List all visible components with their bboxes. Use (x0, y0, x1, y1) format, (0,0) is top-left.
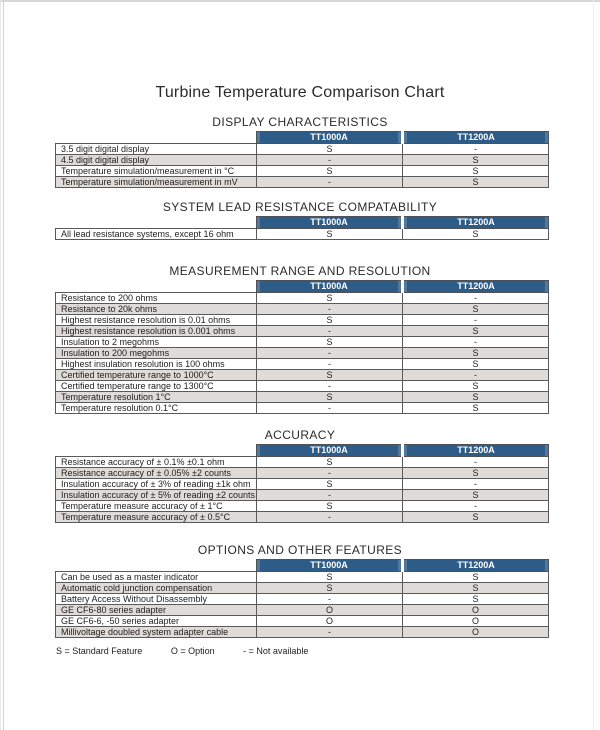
feature-value: S (403, 490, 549, 501)
comparison-table (55, 444, 549, 523)
feature-value: S (403, 468, 549, 479)
table-row (56, 229, 549, 240)
blank-header-cell (56, 281, 257, 293)
feature-value: S (257, 479, 403, 490)
feature-label: Can be used as a master indicator (56, 572, 257, 583)
feature-value: S (403, 583, 549, 594)
comparison-table (55, 131, 549, 188)
table-row (56, 337, 549, 348)
feature-label: Highest resistance resolution is 0.001 ohms (56, 326, 257, 337)
column-header-tt1000a: TT1000A (257, 281, 403, 293)
page-title: Turbine Temperature Comparison Chart (155, 84, 445, 101)
table-row (56, 348, 549, 359)
column-header-tt1200a: TT1200A (403, 132, 549, 144)
feature-label: Battery Access Without Disassembly (56, 594, 257, 605)
feature-value: S (257, 229, 403, 240)
section-options-and-other-features (0, 543, 600, 638)
feature-value: - (257, 326, 403, 337)
section-heading: ACCURACY (264, 428, 336, 442)
feature-value: - (403, 501, 549, 512)
page-edge-right (593, 0, 594, 730)
feature-label: GE CF6-6, -50 series adapter (56, 616, 257, 627)
feature-label: 4.5 digit digital display (56, 155, 257, 166)
feature-value: S (403, 572, 549, 583)
legend-not-available: - = Not available (243, 646, 309, 656)
feature-value: S (257, 572, 403, 583)
section-heading: DISPLAY CHARACTERISTICS (212, 115, 388, 129)
column-header-tt1000a: TT1000A (257, 445, 403, 457)
feature-value: S (403, 594, 549, 605)
legend (56, 646, 600, 656)
table-row (56, 293, 549, 304)
feature-value: S (403, 166, 549, 177)
feature-value: S (257, 370, 403, 381)
feature-value: S (257, 315, 403, 326)
feature-label: Insulation accuracy of ± 5% of reading ±2 counts (56, 490, 257, 501)
table-row (56, 512, 549, 523)
feature-value: - (403, 293, 549, 304)
feature-value: - (257, 627, 403, 638)
table-row (56, 457, 549, 468)
feature-value: - (257, 304, 403, 315)
feature-value: O (257, 616, 403, 627)
table-row (56, 144, 549, 155)
feature-value: - (257, 594, 403, 605)
feature-value: - (403, 370, 549, 381)
feature-value: S (403, 348, 549, 359)
feature-value: S (257, 501, 403, 512)
column-header-tt1200a: TT1200A (403, 217, 549, 229)
feature-value: S (403, 304, 549, 315)
table-header-row (56, 217, 549, 229)
feature-label: Highest resistance resolution is 0.01 ohms (56, 315, 257, 326)
table-row (56, 166, 549, 177)
feature-value: - (257, 177, 403, 188)
feature-label: Millivoltage doubled system adapter cable (56, 627, 257, 638)
table-header-row (56, 132, 549, 144)
feature-value: S (403, 381, 549, 392)
feature-label: Resistance to 20k ohms (56, 304, 257, 315)
feature-label: GE CF6-80 series adapter (56, 605, 257, 616)
legend-standard-feature: S = Standard Feature (56, 646, 143, 656)
feature-label: Resistance accuracy of ± 0.05% ±2 counts (56, 468, 257, 479)
feature-label: Temperature simulation/measurement in °C (56, 166, 257, 177)
table-row (56, 326, 549, 337)
comparison-table (55, 216, 549, 240)
feature-value: - (403, 315, 549, 326)
blank-header-cell (56, 217, 257, 229)
feature-label: Certified temperature range to 1300°C (56, 381, 257, 392)
feature-label: Temperature measure accuracy of ± 0.5°C (56, 512, 257, 523)
blank-header-cell (56, 445, 257, 457)
feature-label: Certified temperature range to 1000°C (56, 370, 257, 381)
feature-value: O (403, 627, 549, 638)
feature-value: S (403, 326, 549, 337)
table-row (56, 403, 549, 414)
section-display-characteristics (0, 115, 600, 188)
feature-value: - (257, 155, 403, 166)
column-header-tt1200a: TT1200A (403, 281, 549, 293)
table-row (56, 501, 549, 512)
feature-label: Temperature resolution 0.1°C (56, 403, 257, 414)
feature-label: Insulation accuracy of ± 3% of reading ±1k ohm (56, 479, 257, 490)
table-row (56, 315, 549, 326)
feature-value: S (257, 392, 403, 403)
table-row (56, 583, 549, 594)
feature-value: - (257, 348, 403, 359)
table-row (56, 304, 549, 315)
section-system-lead-resistance-compatability (0, 200, 600, 240)
feature-label: Automatic cold junction compensation (56, 583, 257, 594)
page-edge-left (3, 0, 4, 730)
feature-value: S (403, 403, 549, 414)
blank-header-cell (56, 560, 257, 572)
feature-label: Insulation to 200 megohms (56, 348, 257, 359)
table-row (56, 616, 549, 627)
feature-value: S (257, 583, 403, 594)
table-row (56, 177, 549, 188)
feature-value: - (257, 512, 403, 523)
table-row (56, 594, 549, 605)
section-heading: MEASUREMENT RANGE AND RESOLUTION (169, 264, 431, 278)
table-row (56, 479, 549, 490)
feature-label: Resistance to 200 ohms (56, 293, 257, 304)
comparison-table (55, 280, 549, 414)
table-row (56, 392, 549, 403)
feature-value: O (403, 605, 549, 616)
table-header-row (56, 281, 549, 293)
feature-value: S (403, 512, 549, 523)
feature-value: S (257, 144, 403, 155)
feature-label: Resistance accuracy of ± 0.1% ±0.1 ohm (56, 457, 257, 468)
table-row (56, 359, 549, 370)
feature-label: 3.5 digit digital display (56, 144, 257, 155)
section-heading: OPTIONS AND OTHER FEATURES (197, 543, 403, 557)
feature-label: Temperature resolution 1°C (56, 392, 257, 403)
page-edge-top (0, 0, 600, 2)
feature-value: O (403, 616, 549, 627)
legend-option: O = Option (170, 646, 215, 656)
feature-label: Temperature measure accuracy of ± 1°C (56, 501, 257, 512)
feature-value: O (257, 605, 403, 616)
blank-header-cell (56, 132, 257, 144)
column-header-tt1200a: TT1200A (403, 560, 549, 572)
feature-value: S (403, 177, 549, 188)
feature-value: - (403, 337, 549, 348)
column-header-tt1000a: TT1000A (257, 560, 403, 572)
column-header-tt1000a: TT1000A (257, 132, 403, 144)
feature-value: S (403, 359, 549, 370)
feature-label: Insulation to 2 megohms (56, 337, 257, 348)
column-header-tt1000a: TT1000A (257, 217, 403, 229)
feature-value: S (403, 392, 549, 403)
feature-value: S (257, 337, 403, 348)
column-header-tt1200a: TT1200A (403, 445, 549, 457)
feature-value: - (257, 468, 403, 479)
section-heading: SYSTEM LEAD RESISTANCE COMPATABILITY (162, 200, 438, 214)
feature-value: - (403, 144, 549, 155)
feature-value: - (257, 490, 403, 501)
feature-label: Highest insulation resolution is 100 ohms (56, 359, 257, 370)
page-edge-left-outer (0, 0, 1, 730)
feature-value: - (257, 403, 403, 414)
feature-value: - (403, 479, 549, 490)
section-measurement-range-and-resolution (0, 264, 600, 414)
feature-label: Temperature simulation/measurement in mV (56, 177, 257, 188)
feature-value: - (257, 359, 403, 370)
table-row (56, 381, 549, 392)
table-header-row (56, 445, 549, 457)
table-row (56, 468, 549, 479)
table-row (56, 605, 549, 616)
feature-value: S (257, 457, 403, 468)
sections-container (0, 115, 600, 638)
feature-value: S (257, 293, 403, 304)
comparison-table (55, 559, 549, 638)
table-row (56, 627, 549, 638)
feature-label: All lead resistance systems, except 16 ohm (56, 229, 257, 240)
feature-value: S (403, 155, 549, 166)
table-row (56, 155, 549, 166)
table-row (56, 370, 549, 381)
table-header-row (56, 560, 549, 572)
table-row (56, 572, 549, 583)
feature-value: S (257, 166, 403, 177)
section-accuracy (0, 428, 600, 523)
feature-value: S (403, 229, 549, 240)
feature-value: - (403, 457, 549, 468)
feature-value: - (257, 381, 403, 392)
table-row (56, 490, 549, 501)
